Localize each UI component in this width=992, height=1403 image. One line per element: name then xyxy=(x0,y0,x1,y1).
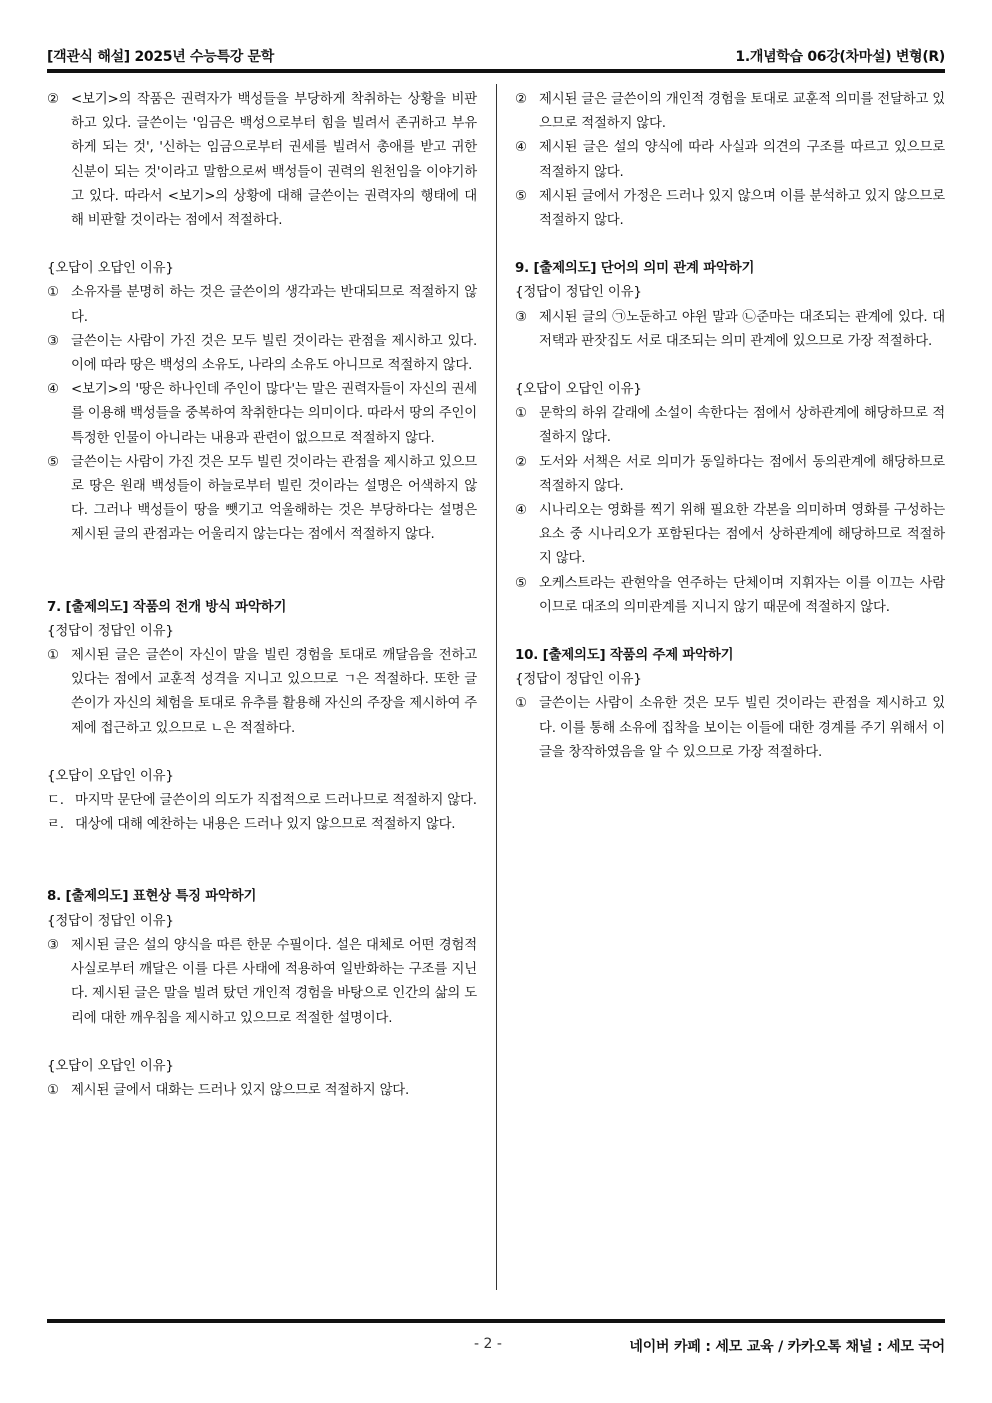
item-text: 제시된 글은 설의 양식을 따른 한문 수필이다. 설은 대체로 어떤 경험적 사실로부터 깨달은 이를 다른 사태에 적용하여 일반화하는 구조를 지닌다. 제시된 글은 말을 빌려 탔던 개인적 경험을 바탕으로 인간의 삶의 도리에 대한 깨우침을 제시하고 있으므로 적절한 설명이다. xyxy=(71,937,477,1026)
q8-title: 8. [출제의도] 표현상 특징 파악하기 xyxy=(47,889,257,905)
item-text: 문학의 하위 갈래에 소설이 속한다는 점에서 상하관계에 해당하므로 적절하지 않다. xyxy=(539,406,945,446)
list-item xyxy=(515,451,945,499)
list-item xyxy=(515,499,945,572)
item-text: 시나리오는 영화를 찍기 위해 필요한 각본을 의미하며 영화를 구성하는 요소 중 시나리오가 포함된다는 점에서 상하관계에 해당하므로 적절하지 않다. xyxy=(539,503,945,567)
list-item xyxy=(47,644,477,741)
q7-wrong-heading: {오답이 오답인 이유} xyxy=(47,768,174,784)
list-item xyxy=(47,451,477,548)
list-item xyxy=(515,136,945,184)
q10-title: 10. [출제의도] 작품의 주제 파악하기 xyxy=(515,648,734,664)
item-marker: ④ xyxy=(515,503,527,519)
item-text: 오케스트라는 관현악을 연주하는 단체이며 지휘자는 이를 이끄는 사람이므로 대조의 의미관계를 지니지 않기 때문에 적절하지 않다. xyxy=(539,575,945,615)
list-item xyxy=(515,306,945,354)
item-text: 소유자를 분명히 하는 것은 글쓴이의 생각과는 반대되므로 적절하지 않다. xyxy=(71,285,477,325)
header-rule xyxy=(47,69,945,73)
q10-correct-heading: {정답이 정답인 이유} xyxy=(515,672,642,688)
page-number: - 2 - xyxy=(474,1336,502,1352)
list-item xyxy=(515,692,945,765)
q6-answer xyxy=(47,88,477,233)
item-text: 글쓴이는 사람이 소유한 것은 모두 빌린 것이라는 관점을 제시하고 있다. 이를 통해 소유에 집착을 보이는 이들에 대한 경계를 주기 위해서 이 글을 창작하였음을 알 수 있으므로 가장 적절하다. xyxy=(539,696,945,760)
q9-wrong-heading: {오답이 오답인 이유} xyxy=(515,382,642,398)
item-text: 글쓴이는 사람이 가진 것은 모두 빌린 것이라는 관점을 제시하고 있으므로 땅은 원래 백성들이 하늘로부터 빌린 것이라는 설명은 어색하지 않다. 그러나 백성들이 땅을 뺏기고 억울해하는 것은 부당하다는 설명은 제시된 글의 관점과는 어울리지 않는다는 점에서 적절하지 않다. xyxy=(71,454,477,543)
item-marker: ㄷ. xyxy=(47,793,64,809)
item-marker: ④ xyxy=(515,140,527,156)
footer-rule xyxy=(47,1319,945,1323)
item-marker: ㄹ. xyxy=(47,817,64,833)
item-text: 제시된 글에서 대화는 드러나 있지 않으므로 적절하지 않다. xyxy=(71,1082,410,1098)
list-item xyxy=(515,185,945,233)
item-marker: ④ xyxy=(47,382,59,398)
item-marker: ② xyxy=(515,92,527,107)
header-lesson: 1.개념학습 06강(차마설) 변형(R) xyxy=(735,49,945,65)
list-item xyxy=(47,813,477,837)
list-item xyxy=(47,934,477,1031)
list-item xyxy=(515,88,945,136)
item-text: <보기>의 작품은 권력자가 백성들을 부당하게 착취하는 상황을 비판하고 있다. 글쓴이는 '임금은 백성으로부터 힘을 빌려서 존귀하고 부유하게 되는 것', '신하는 임금으로부터 권세를 빌려서 총애를 받고 귀한 신분이 되는 것'이라고 말함으로써 백성들이 권력의 원천임을 이야기하고 있다. 따라서 <보기>의 상황에 대해 글쓴이는 권력자의 행태에 대해 비판할 것이라는 점에서 적절하다. xyxy=(71,92,477,229)
item-marker: ① xyxy=(515,406,527,422)
list-item xyxy=(515,572,945,620)
item-marker: ③ xyxy=(47,937,59,953)
item-text: 제시된 글은 글쓴이의 개인적 경험을 토대로 교훈적 의미를 전달하고 있으므로 적절하지 않다. xyxy=(539,92,945,132)
item-marker: ⑤ xyxy=(515,188,527,204)
item-marker: ① xyxy=(47,285,59,301)
item-marker: ① xyxy=(47,1082,59,1098)
item-text: 글쓴이는 사람이 가진 것은 모두 빌린 것이라는 관점을 제시하고 있다. 이에 따라 땅은 백성의 소유도, 나라의 소유도 아니므로 적절하지 않다. xyxy=(71,333,477,374)
list-item xyxy=(47,789,477,813)
q9-correct-heading: {정답이 정답인 이유} xyxy=(515,285,642,301)
item-marker: ⑤ xyxy=(47,454,59,470)
item-marker: ⑤ xyxy=(515,575,527,591)
item-marker: ③ xyxy=(515,309,527,325)
item-text: 도서와 서책은 서로 의미가 동일하다는 점에서 동의관계에 해당하므로 적절하지 않다. xyxy=(539,454,945,494)
item-text: 제시된 글은 글쓴이 자신이 말을 빌린 경험을 토대로 깨달음을 전하고 있다는 점에서 교훈적 성격을 지니고 있으므로 ㄱ은 적절하다. 또한 글쓴이가 자신의 체험을 토대로 유추를 활용해 자신의 주장을 제시하여 주제에 접근하고 있으므로 ㄴ은 적절하다. xyxy=(71,648,477,736)
q8-wrong-heading: {오답이 오답인 이유} xyxy=(47,1058,174,1074)
column-divider xyxy=(496,84,497,1290)
list-item xyxy=(47,330,477,378)
header-title: [객관식 해설] 2025년 수능특강 문학 xyxy=(47,49,274,65)
q9-title: 9. [출제의도] 단어의 의미 관계 파악하기 xyxy=(515,261,755,277)
list-item xyxy=(47,281,477,329)
right-column xyxy=(515,88,945,765)
list-item xyxy=(515,402,945,450)
item-text: 제시된 글의 ㉠노둔하고 야윈 말과 ㉡준마는 대조되는 관계에 있다. 대저택과 판잣집도 서로 대조되는 의미 관계에 있으므로 가장 적절하다. xyxy=(539,309,945,349)
item-marker: ① xyxy=(515,696,527,712)
q7-title: 7. [출제의도] 작품의 전개 방식 파악하기 xyxy=(47,599,287,615)
item-text: 마지막 문단에 글쓴이의 의도가 직접적으로 드러나므로 적절하지 않다. xyxy=(75,793,477,809)
footer-channel-info: 네이버 카페 : 세모 교육 / 카카오톡 채널 : 세모 국어 xyxy=(629,1339,945,1355)
page-header xyxy=(47,44,945,66)
item-marker: ② xyxy=(47,92,59,107)
item-marker: ② xyxy=(515,454,527,470)
list-item xyxy=(47,378,477,451)
left-column xyxy=(47,88,477,1103)
list-item xyxy=(47,1079,477,1103)
item-marker: ③ xyxy=(47,333,59,349)
q7-correct-heading: {정답이 정답인 이유} xyxy=(47,623,174,639)
item-text: 제시된 글에서 가정은 드러나 있지 않으며 이를 분석하고 있지 않으므로 적절하지 않다. xyxy=(539,188,945,229)
item-text: <보기>의 '땅은 하나인데 주인이 많다'는 말은 권력자들이 자신의 권세를 이용해 백성들을 중복하여 착취한다는 의미이다. 따라서 땅의 주인이 특정한 인물이 아니라는 내용과 관련이 없으므로 적절하지 않다. xyxy=(71,382,477,446)
item-marker: ① xyxy=(47,648,59,664)
item-text: 제시된 글은 설의 양식에 따라 사실과 의견의 구조를 따르고 있으므로 적절하지 않다. xyxy=(539,140,945,180)
q8-correct-heading: {정답이 정답인 이유} xyxy=(47,913,174,929)
q6-wrong-heading: {오답이 오답인 이유} xyxy=(47,261,174,277)
item-text: 대상에 대해 예찬하는 내용은 드러나 있지 않으므로 적절하지 않다. xyxy=(75,817,456,833)
